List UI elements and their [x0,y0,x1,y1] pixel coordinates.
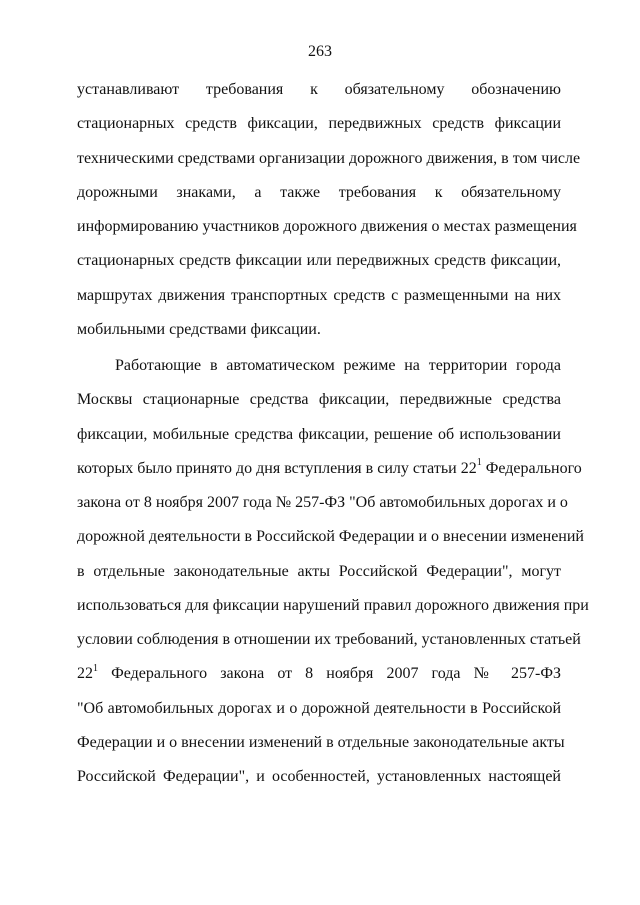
text-line: мобильными средствами фиксации. [77,320,321,338]
text-line: использоваться для фиксации нарушений правил дорожного движения при [77,596,589,614]
page-number: 263 [308,43,332,60]
text-line-with-superscript [77,664,561,698]
text-line: стационарных средств фиксации, передвижных средств фиксации [77,115,561,133]
text-line: Москвы стационарные средства фиксации, передвижные средства [77,391,561,409]
text-line: Федерации и о внесении изменений в отдельные законодательные акты [77,733,565,751]
superscript: 1 [476,457,482,469]
text-line: дорожными знаками, а также требования к обязательному [77,183,561,201]
text-segment: Федерального закона от 8 ноября 2007 года № 257-ФЗ [98,665,561,683]
text-segment: которых было принято до дня вступления в силу статьи 22 [77,459,477,477]
text-line: маршрутах движения транспортных средств с размещенными на них [77,286,561,304]
text-line: закона от 8 ноября 2007 года № 257-ФЗ "Об автомобильных дорогах и о [77,494,568,511]
paragraph-main [77,356,589,801]
text-segment: 22 [77,665,93,683]
text-line: дорожной деятельности в Российской Федерации и о внесении изменений [77,528,584,546]
text-line: условии соблюдения в отношении их требований, установленных статьей [77,631,581,648]
text-line: информированию участников дорожного движения о местах размещения [77,218,577,235]
text-segment: Федерального [481,459,582,477]
paragraph-continuation [77,80,581,354]
text-line: Работающие в автоматическом режиме на территории города [115,357,561,374]
text-line: Российской Федерации", и особенностей, установленных настоящей [77,768,561,785]
text-line: техническими средствами организации дорожного движения, в том числе [77,149,581,167]
text-line-with-superscript [77,457,582,493]
superscript: 1 [93,662,98,674]
text-line: "Об автомобильных дорогах и о дорожной деятельности в Российской [77,699,561,717]
text-line: фиксации, мобильные средства фиксации, решение об использовании [77,425,561,443]
text-line: стационарных средств фиксации или передвижных средств фиксации, [77,252,561,270]
text-line: устанавливают требования к обязательному обозначению [77,81,561,98]
text-line: в отдельные законодательные акты Российской Федерации", могут [77,562,561,580]
